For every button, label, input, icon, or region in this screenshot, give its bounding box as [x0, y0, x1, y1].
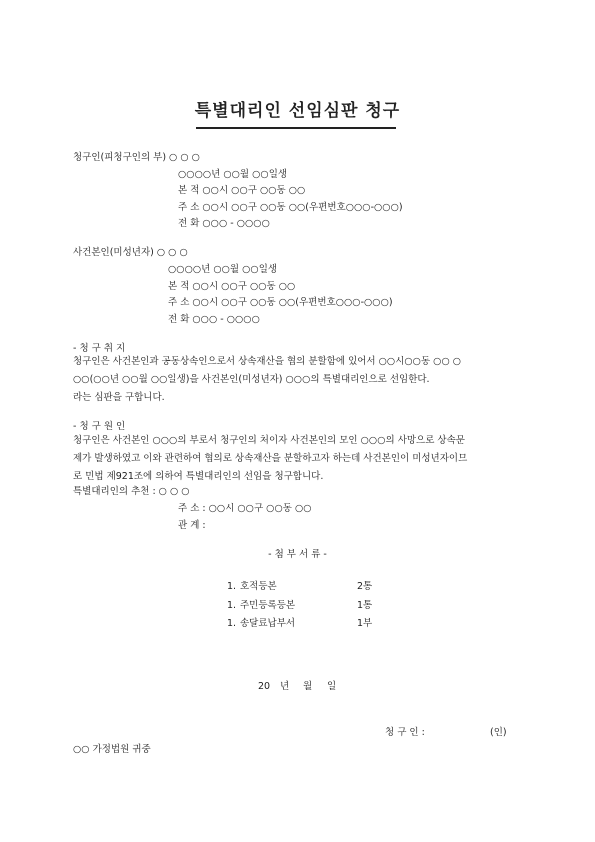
attachment-number: 1. — [227, 599, 237, 611]
cause-body — [73, 432, 528, 486]
claimant-domicile: 본 적 ○○시 ○○구 ○○동 ○○ — [178, 185, 306, 196]
attachment-item — [227, 619, 387, 638]
cause-line: 로 민법 제921조에 의하여 특별대리인의 선임을 청구합니다. — [73, 471, 324, 482]
cause-heading: - 청 구 원 인 — [73, 421, 126, 432]
recommendation-label: 특별대리인의 추천 : ○ ○ ○ — [73, 486, 190, 497]
claimant-label: 청구인(피청구인의 부) ○ ○ ○ — [73, 152, 200, 163]
claimant-phone: 전 화 ○○○ - ○○○○ — [178, 218, 270, 229]
purpose-heading: - 청 구 취 지 — [73, 343, 126, 354]
claimant-address: 주 소 ○○시 ○○구 ○○동 ○○(우편번호○○○-○○○) — [178, 202, 403, 213]
date-day-unit: 일 — [327, 681, 337, 692]
attachments-heading: - 첨 부 서 류 - — [268, 549, 327, 560]
attachment-number: 1. — [227, 581, 237, 592]
attachment-quantity: 1부 — [357, 618, 373, 629]
cause-line: 제가 발생하였고 이와 관련하여 협의로 상속재산을 분할하고자 하는데 사건본인이 미성년자이므 — [73, 453, 468, 464]
date-year-unit: 년 — [280, 681, 290, 692]
purpose-line: 청구인은 사건본인과 공동상속인으로서 상속재산을 협의 분할함에 있어서 ○○시○○동 ○○ ○ — [73, 356, 462, 367]
recommendation-relation: 관 계 : — [178, 520, 206, 531]
attachment-name: 호적등본 — [240, 581, 277, 592]
purpose-line: ○○(○○년 ○○월 ○○일생)을 사건본인(미성년자) ○○○의 특별대리인으로 선임한다. — [73, 374, 430, 385]
purpose-line: 라는 심판을 구합니다. — [73, 392, 165, 403]
principal-label: 사건본인(미성년자) ○ ○ ○ — [73, 247, 188, 258]
signature-label: 청 구 인 : — [385, 727, 425, 738]
attachment-name: 송달료납부서 — [240, 618, 296, 629]
attachment-quantity: 1통 — [357, 599, 373, 611]
recommendation-address: 주 소 : ○○시 ○○구 ○○동 ○○ — [178, 503, 312, 514]
attachment-item — [227, 582, 387, 601]
attachment-name: 주민등록등본 — [240, 599, 296, 611]
attachment-item — [227, 601, 387, 620]
title-underline — [196, 127, 396, 129]
purpose-body — [73, 353, 528, 407]
principal-address: 주 소 ○○시 ○○구 ○○동 ○○(우편번호○○○-○○○) — [168, 297, 393, 308]
court-addressee: ○○ 가정법원 귀중 — [73, 744, 151, 755]
document-title: 특별대리인 선임심판 청구 — [194, 101, 401, 121]
principal-birth: ○○○○년 ○○월 ○○일생 — [168, 264, 278, 275]
cause-line: 청구인은 사건본인 ○○○의 부로서 청구인의 처이자 사건본인의 모인 ○○○의 사망으로 상속문 — [73, 435, 465, 446]
date-year: 20 — [258, 681, 271, 692]
principal-phone: 전 화 ○○○ - ○○○○ — [168, 314, 260, 325]
date-month-unit: 월 — [303, 681, 313, 692]
principal-domicile: 본 적 ○○시 ○○구 ○○동 ○○ — [168, 281, 296, 292]
attachments-list — [227, 582, 387, 638]
attachment-quantity: 2통 — [357, 581, 373, 592]
signature-seal: (인) — [490, 727, 507, 738]
attachment-number: 1. — [227, 618, 237, 629]
claimant-birth: ○○○○년 ○○월 ○○일생 — [178, 169, 288, 180]
